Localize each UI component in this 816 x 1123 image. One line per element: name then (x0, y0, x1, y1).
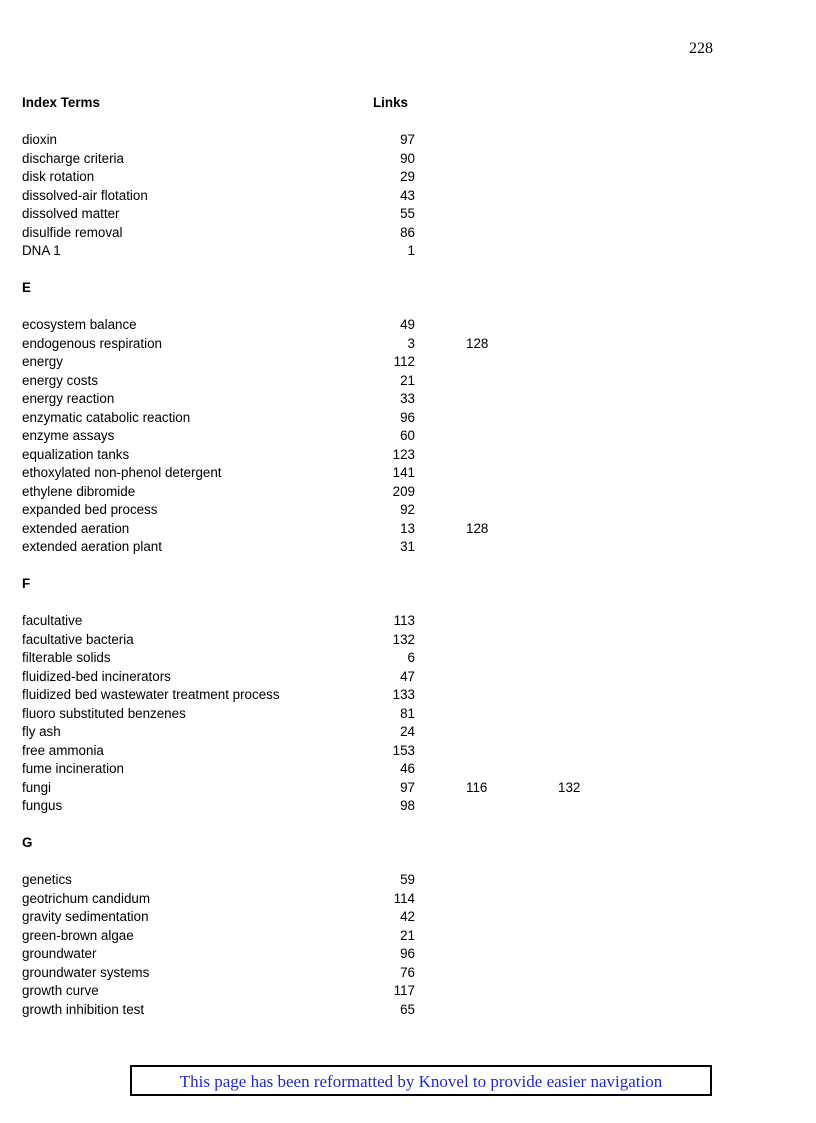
index-entry (22, 945, 582, 964)
page-link[interactable]: 96 (400, 946, 415, 961)
index-entry (22, 797, 582, 816)
index-term: ethylene dibromide (22, 483, 136, 499)
index-entry (22, 242, 582, 261)
index-entry (22, 612, 582, 631)
index-term: gravity sedimentation (22, 909, 149, 924)
footer-text[interactable]: This page has been reformatted by Knovel to provide easier navigation (179, 1072, 663, 1091)
index-term: geotrichum candidum (22, 890, 151, 906)
spacer (22, 594, 582, 613)
index-term: groundwater systems (22, 964, 150, 980)
index-list (22, 94, 582, 1019)
spacer (22, 853, 582, 872)
index-term: energy costs (22, 372, 98, 388)
index-entry (22, 446, 582, 465)
index-term: fluidized bed wastewater treatment process (22, 687, 280, 702)
index-term: energy (22, 354, 63, 369)
page-link[interactable]: 29 (400, 169, 415, 184)
index-term: fly ash (22, 724, 61, 739)
index-term: fume incineration (22, 761, 124, 776)
page-link[interactable]: 141 (392, 465, 415, 480)
index-term: filterable solids (22, 650, 111, 665)
page-link[interactable]: 123 (392, 446, 415, 462)
index-entry (22, 742, 582, 761)
page-link[interactable]: 116 (466, 779, 488, 795)
section-letter: F (22, 576, 31, 591)
page-link[interactable]: 98 (400, 798, 415, 813)
page-link[interactable]: 86 (400, 224, 415, 240)
index-term: enzymatic catabolic reaction (22, 409, 191, 425)
page-link[interactable]: 209 (392, 483, 415, 499)
index-sections (22, 113, 582, 1020)
page-link[interactable]: 112 (393, 354, 415, 369)
index-entry (22, 372, 582, 391)
page-link[interactable]: 97 (400, 132, 415, 147)
index-entry (22, 390, 582, 409)
page-link[interactable]: 59 (400, 872, 415, 887)
page-link[interactable]: 81 (400, 705, 415, 721)
page-link[interactable]: 33 (400, 391, 415, 406)
index-entry (22, 705, 582, 724)
index-entry (22, 779, 582, 798)
index-entry (22, 520, 582, 539)
index-entry (22, 427, 582, 446)
index-entry (22, 760, 582, 779)
index-term: genetics (22, 872, 72, 887)
page-link[interactable]: 55 (400, 206, 415, 221)
index-term: discharge criteria (22, 150, 124, 166)
index-term: green-brown algae (22, 927, 134, 943)
index-term: fungus (22, 798, 63, 813)
page-link[interactable]: 49 (400, 317, 415, 332)
index-term: disulfide removal (22, 224, 123, 240)
index-entry (22, 631, 582, 650)
knovel-footer[interactable] (130, 1065, 712, 1096)
index-term: growth inhibition test (22, 1001, 145, 1017)
index-entry (22, 1001, 582, 1020)
page-link[interactable]: 46 (400, 761, 415, 776)
page-link[interactable]: 90 (400, 150, 415, 166)
page-link[interactable]: 60 (400, 428, 415, 443)
index-entry (22, 649, 582, 668)
index-term: fluoro substituted benzenes (22, 705, 186, 721)
index-entry (22, 316, 582, 335)
page-link[interactable]: 128 (466, 335, 489, 351)
page-link[interactable]: 3 (407, 335, 415, 351)
index-entry (22, 168, 582, 187)
index-term: facultative bacteria (22, 631, 134, 647)
page-link[interactable]: 132 (558, 779, 581, 795)
index-term: dissolved matter (22, 206, 120, 221)
index-entry (22, 871, 582, 890)
index-entry (22, 409, 582, 428)
index-term: DNA 1 (22, 243, 61, 258)
page-link[interactable]: 43 (400, 187, 415, 203)
page-link[interactable]: 97 (400, 779, 415, 795)
index-entry (22, 723, 582, 742)
index-term: enzyme assays (22, 428, 115, 443)
page-link[interactable]: 65 (400, 1001, 415, 1017)
index-entry (22, 927, 582, 946)
spacer (22, 261, 582, 280)
page-link[interactable]: 24 (400, 724, 415, 739)
page-link[interactable]: 117 (393, 983, 415, 998)
index-term: dissolved-air flotation (22, 187, 148, 203)
index-entry (22, 187, 582, 206)
page-link[interactable]: 21 (400, 372, 415, 388)
spacer (22, 557, 582, 576)
index-entry (22, 501, 582, 520)
index-term: extended aeration (22, 520, 130, 536)
spacer (22, 113, 582, 132)
page-link[interactable]: 153 (392, 742, 415, 758)
index-entry (22, 335, 582, 354)
page-link[interactable]: 47 (400, 668, 415, 684)
index-entry (22, 353, 582, 372)
page-link[interactable]: 31 (400, 539, 415, 554)
index-entry (22, 890, 582, 909)
page-link[interactable]: 76 (400, 964, 415, 980)
index-term: expanded bed process (22, 502, 158, 517)
index-entry (22, 908, 582, 927)
index-term: growth curve (22, 983, 99, 998)
index-term: ethoxylated non-phenol detergent (22, 465, 222, 480)
index-term: fungi (22, 779, 52, 795)
page-link[interactable]: 21 (400, 927, 415, 943)
index-term: endogenous respiration (22, 335, 162, 351)
page-link[interactable]: 133 (392, 687, 415, 702)
index-term: ecosystem balance (22, 317, 137, 332)
index-entry (22, 483, 582, 502)
page-link[interactable]: 96 (400, 409, 415, 425)
index-entry (22, 982, 582, 1001)
page-link[interactable]: 128 (466, 520, 489, 536)
page-number: 228 (689, 40, 713, 57)
index-term: equalization tanks (22, 446, 130, 462)
index-entry (22, 150, 582, 169)
page-link[interactable]: 92 (400, 502, 415, 517)
index-entry (22, 224, 582, 243)
page-link[interactable]: 42 (400, 909, 415, 924)
index-term: disk rotation (22, 169, 95, 184)
index-entry (22, 538, 582, 557)
spacer (22, 816, 582, 835)
section-letter: E (22, 280, 31, 295)
index-term: fluidized-bed incinerators (22, 668, 171, 684)
page-link[interactable]: 114 (393, 890, 415, 906)
page-link[interactable]: 13 (400, 520, 415, 536)
links-heading: Links (373, 95, 408, 110)
index-entry (22, 205, 582, 224)
index-term: groundwater (22, 946, 97, 961)
page-link[interactable]: 1 (407, 243, 415, 258)
index-term: extended aeration plant (22, 539, 162, 554)
section-letter: G (22, 835, 33, 850)
index-entry (22, 668, 582, 687)
page-link[interactable]: 6 (407, 650, 415, 665)
index-term: facultative (22, 613, 83, 628)
index-term: dioxin (22, 132, 57, 147)
index-header (22, 94, 582, 113)
index-entry (22, 464, 582, 483)
spacer (22, 298, 582, 317)
index-term: energy reaction (22, 391, 115, 406)
index-entry (22, 131, 582, 150)
index-term: free ammonia (22, 742, 104, 758)
index-entry (22, 686, 582, 705)
page-link[interactable]: 132 (392, 631, 415, 647)
index-terms-heading: Index Terms (22, 95, 100, 110)
page-link[interactable]: 113 (393, 613, 415, 628)
index-entry (22, 964, 582, 983)
